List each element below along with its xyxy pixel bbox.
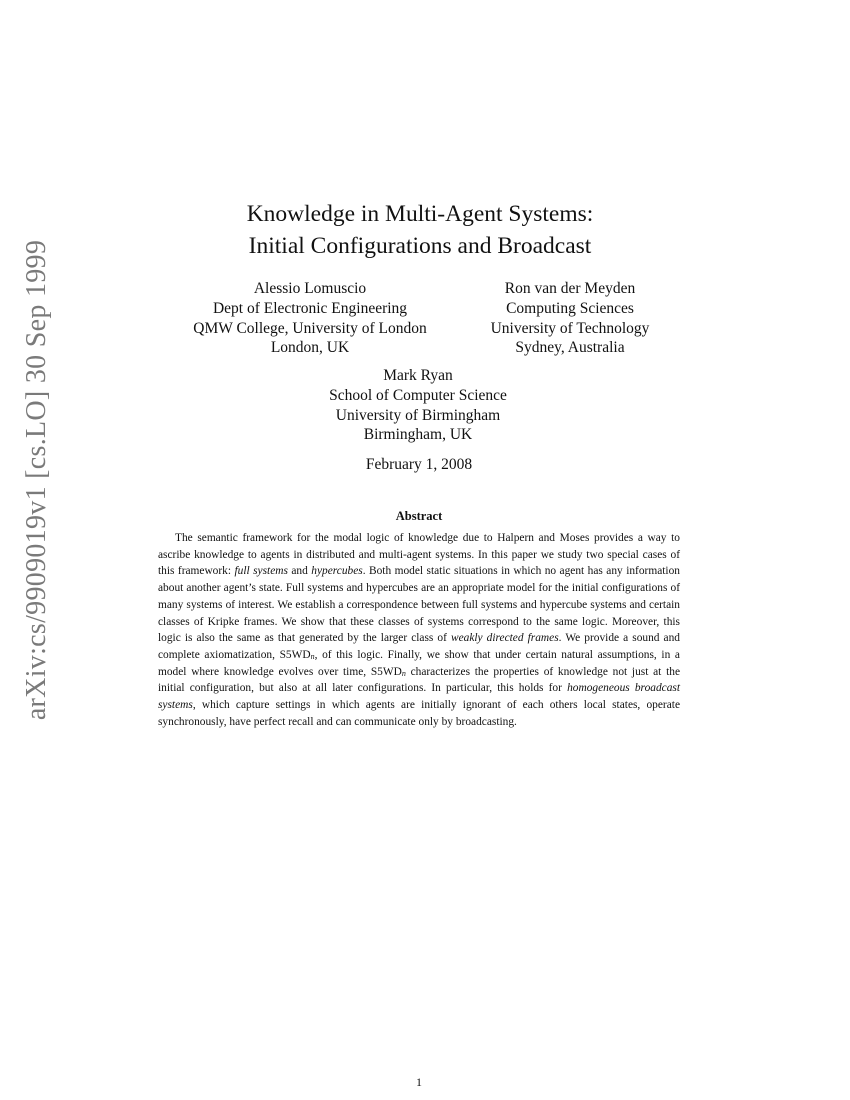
paper-title — [0, 198, 840, 262]
page-number: 1 — [416, 1075, 422, 1089]
author-institution: University of Technology — [490, 319, 650, 337]
abstract-emphasis: weakly directed frames — [450, 632, 559, 645]
author-location: Sydney, Australia — [515, 339, 625, 357]
abstract-text: characterizes the properties of knowledge not just at the initial configuration, but also at all later configurations. In particular, this holds for — [158, 665, 680, 695]
author-institution: University of Birmingham — [335, 406, 501, 424]
author-name: Ron van der Meyden — [504, 280, 636, 297]
abstract-text: and — [287, 565, 312, 578]
abstract-subscript: n — [401, 668, 406, 678]
abstract-text: , which capture settings in which agents are initially ignorant of each others local states, operate synchronously, have perfect recall and can communicate only by broadcasting. — [158, 699, 680, 728]
paper-date: February 1, 2008 — [365, 456, 473, 473]
abstract-text: The semantic framework for the modal logic of knowledge due to Halpern and Moses provides a way to ascribe knowledge to agents in distributed and multi-agent systems. In this paper we study two special cases of this framework: — [158, 532, 680, 578]
title-line-1: Knowledge in Multi-Agent Systems: — [246, 201, 594, 227]
abstract-body — [158, 530, 680, 730]
abstract-text: . Both model static situations in which no agent has any information about another agent’s state. Full systems and hypercubes are an appropriate model for the initial configurations of many systems of interest. We establish a correspondence between full systems and hypercube systems and certain classes of Kripke frames. We show that these classes of systems correspond to the same logic. Moreover, this logic is also the same as that generated by the larger class of — [158, 565, 680, 645]
author-block-3 — [268, 366, 568, 445]
author-dept: Dept of Electronic Engineering — [212, 299, 408, 317]
abstract-emphasis: homogeneous broadcast systems — [158, 682, 681, 712]
abstract-heading: Abstract — [395, 509, 443, 523]
abstract-text: , of this logic. Finally, we show that under certain natural assumptions, in a model where knowledge evolves over time, S5WD — [158, 648, 680, 678]
arxiv-side-stamp: arXiv:cs/9909019v1 [cs.LO] 30 Sep 1999 — [21, 239, 52, 721]
abstract-emphasis: full systems — [234, 565, 288, 578]
author-institution: QMW College, University of London — [193, 319, 427, 337]
abstract-text: . We provide a sound and complete axiomatization, S5WD — [158, 632, 680, 661]
author-location: Birmingham, UK — [363, 426, 473, 444]
author-name: Alessio Lomuscio — [253, 280, 367, 297]
author-block-2 — [470, 279, 670, 358]
author-location: London, UK — [270, 339, 350, 357]
abstract-subscript: n — [310, 651, 315, 661]
author-block-1 — [160, 279, 460, 358]
author-dept: Computing Sciences — [506, 299, 634, 317]
author-name: Mark Ryan — [383, 367, 453, 384]
title-line-2: Initial Configurations and Broadcast — [248, 233, 592, 259]
author-dept: School of Computer Science — [329, 386, 507, 404]
abstract-emphasis: hypercubes — [311, 565, 363, 578]
